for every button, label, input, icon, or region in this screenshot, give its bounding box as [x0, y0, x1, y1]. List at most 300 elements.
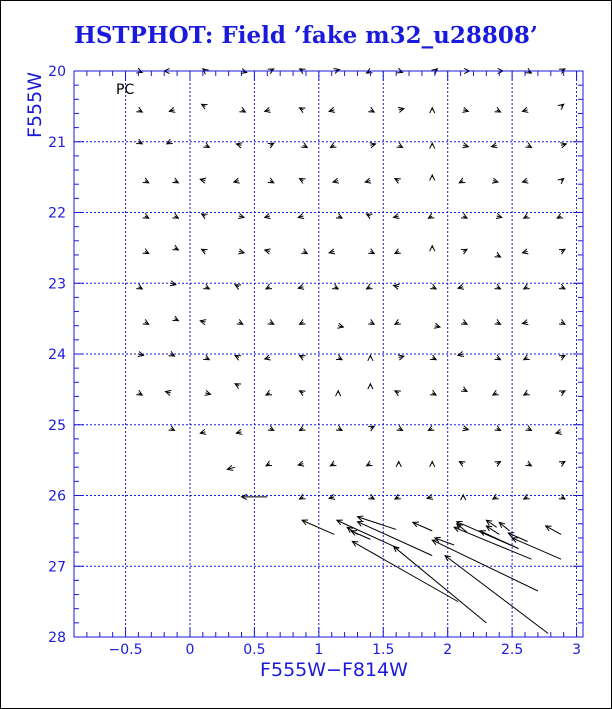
data-vector: [200, 320, 206, 325]
data-vector: [365, 178, 371, 183]
data-vector: [493, 390, 499, 395]
vector-head: [486, 526, 492, 531]
vector-head: [169, 426, 175, 431]
vector-head: [395, 179, 401, 184]
data-vector: [370, 143, 376, 148]
y-axis-label: F555W: [24, 72, 46, 138]
data-vector: [200, 178, 206, 183]
vector-head: [203, 143, 209, 148]
data-vector: [461, 387, 467, 392]
data-vector: [143, 249, 149, 254]
data-vector: [235, 384, 241, 389]
data-vector: [337, 323, 343, 328]
data-vector: [300, 108, 306, 113]
vector-head: [367, 214, 373, 219]
data-vector: [459, 462, 465, 467]
data-vector: [368, 426, 374, 431]
data-vector: [266, 284, 272, 289]
data-vector: [266, 461, 272, 466]
data-vector: [300, 426, 306, 431]
data-vector: [236, 143, 242, 148]
vector-head: [395, 494, 401, 499]
y-tick-label: 24: [48, 347, 66, 363]
data-vector: [202, 104, 208, 109]
data-vector: [461, 495, 466, 500]
vector-head: [495, 252, 501, 257]
data-vector: [486, 526, 499, 534]
data-vector: [462, 143, 468, 148]
vector-head: [336, 426, 342, 431]
data-vector: [512, 538, 561, 559]
data-vector: [300, 319, 306, 324]
vector-head: [301, 249, 307, 254]
data-vector: [268, 178, 274, 183]
vector-head: [395, 249, 401, 254]
data-vector: [205, 390, 211, 395]
vector-head: [143, 178, 149, 183]
data-vector: [524, 213, 530, 218]
vector-head: [430, 284, 436, 289]
data-vector: [434, 323, 440, 328]
vector-head: [559, 494, 565, 499]
data-vector: [268, 426, 274, 431]
vector-head: [461, 495, 466, 500]
vector-head: [430, 462, 435, 467]
vector-head: [430, 390, 436, 395]
data-vector: [172, 178, 178, 183]
data-vector: [428, 213, 434, 218]
data-vector: [559, 462, 565, 467]
vector-head: [461, 213, 467, 218]
vector-head: [461, 249, 467, 254]
data-vector: [524, 494, 530, 499]
data-vector: [329, 249, 335, 254]
vector-shaft: [337, 520, 399, 548]
vector-head: [330, 461, 336, 466]
data-vector: [522, 320, 528, 325]
vector-head: [368, 249, 374, 254]
data-vector: [559, 355, 565, 360]
vector-head: [525, 426, 531, 431]
data-vector: [430, 108, 435, 113]
vector-head: [495, 355, 501, 360]
data-vector: [136, 390, 142, 395]
data-vector: [368, 355, 373, 360]
vector-head: [143, 213, 149, 218]
data-vector: [525, 426, 531, 431]
data-vector: [202, 249, 208, 254]
vector-head: [524, 390, 530, 395]
data-vector: [413, 522, 432, 531]
x-tick-label: 0: [185, 642, 195, 658]
y-tick-label: 27: [48, 559, 66, 576]
y-tick-label: 21: [48, 134, 66, 151]
vector-head: [559, 284, 565, 289]
vector-head: [495, 284, 501, 289]
data-vector: [368, 494, 374, 499]
vector-shaft: [352, 541, 458, 601]
data-vector: [524, 355, 530, 360]
vector-head: [430, 108, 435, 113]
x-tick-label: 2: [443, 642, 453, 658]
data-vector: [203, 69, 209, 74]
data-vector: [330, 461, 336, 466]
data-vector: [265, 355, 271, 360]
vector-head: [172, 178, 178, 183]
data-vector: [136, 284, 142, 289]
data-vector: [352, 541, 458, 601]
x-tick-label: 2.5: [500, 642, 524, 658]
vector-head: [300, 426, 306, 431]
vector-head: [367, 461, 373, 466]
data-vector: [336, 391, 341, 396]
vector-head: [559, 249, 565, 254]
vector-head: [368, 384, 373, 389]
vector-head: [525, 461, 531, 466]
vector-head: [430, 246, 435, 251]
vector-head: [368, 494, 374, 499]
data-vector: [496, 214, 502, 219]
data-vector: [428, 426, 434, 431]
vector-head: [368, 426, 374, 431]
data-vector: [458, 351, 464, 356]
vector-head: [368, 319, 374, 324]
vector-head: [524, 355, 530, 360]
vector-head: [493, 390, 499, 395]
data-vector: [236, 429, 242, 434]
data-vector: [172, 245, 178, 250]
data-vector: [330, 143, 336, 148]
data-vector: [525, 461, 531, 466]
data-vector: [265, 214, 271, 219]
data-vector: [522, 249, 528, 254]
vector-head: [235, 384, 241, 389]
data-vector: [525, 143, 531, 148]
vector-shaft: [445, 556, 548, 634]
data-vector: [524, 390, 530, 395]
data-vector: [495, 426, 501, 431]
vector-head: [525, 143, 531, 148]
data-vector: [368, 107, 374, 112]
data-vector: [203, 143, 209, 148]
vector-head: [559, 319, 565, 324]
data-vector: [398, 355, 404, 360]
vector-head: [300, 108, 306, 113]
data-vector: [298, 214, 304, 219]
data-vector: [430, 175, 435, 180]
vector-head: [459, 178, 465, 183]
vector-head: [268, 178, 274, 183]
data-vector: [524, 284, 530, 289]
data-vector: [397, 143, 403, 148]
data-vector: [462, 426, 468, 431]
vector-head: [300, 319, 306, 324]
vector-head: [428, 213, 434, 218]
data-vector: [367, 284, 373, 289]
vector-head: [136, 284, 142, 289]
data-vector: [461, 213, 467, 218]
data-vector: [357, 516, 396, 530]
data-vector: [301, 249, 307, 254]
vector-head: [430, 143, 435, 148]
vector-head: [524, 284, 530, 289]
data-vector: [169, 107, 175, 112]
data-vector: [396, 462, 401, 467]
vector-head: [143, 249, 149, 254]
data-vector: [558, 104, 564, 109]
data-vector: [202, 214, 208, 219]
data-vector: [203, 284, 209, 289]
data-vector: [200, 429, 206, 434]
data-vector: [302, 520, 334, 534]
data-vector: [395, 319, 401, 324]
data-vector: [300, 391, 306, 396]
data-vector: [495, 107, 501, 112]
data-vector: [143, 178, 149, 183]
vector-head: [237, 319, 243, 324]
data-vector: [546, 526, 561, 534]
vector-head: [559, 355, 565, 360]
data-vector: [170, 281, 176, 286]
vector-shaft: [486, 526, 499, 534]
vector-head: [300, 494, 306, 499]
vector-head: [368, 107, 374, 112]
data-vector: [239, 107, 245, 112]
data-vector: [301, 143, 307, 148]
y-tick-label: 22: [48, 205, 66, 222]
vector-head: [428, 426, 434, 431]
data-vector: [336, 213, 342, 218]
data-vector: [435, 537, 454, 545]
data-vector: [495, 319, 501, 324]
vector-head: [495, 319, 501, 324]
vector-head: [397, 426, 403, 431]
vector-shaft: [546, 526, 561, 534]
vector-head: [266, 284, 272, 289]
data-vector: [227, 465, 235, 470]
x-tick-label: 1.5: [372, 642, 395, 658]
vector-head: [461, 387, 467, 392]
data-vector: [559, 249, 565, 254]
data-vector: [430, 246, 435, 251]
vector-head: [239, 107, 245, 112]
data-vector: [238, 249, 244, 254]
vector-head: [559, 391, 565, 396]
data-vector: [559, 494, 565, 499]
data-vector: [298, 461, 304, 466]
y-tick-label: 20: [48, 64, 66, 80]
data-vector: [395, 391, 401, 396]
vector-head: [136, 390, 142, 395]
vector-head: [203, 284, 209, 289]
tick-labels: [48, 64, 581, 658]
vector-head: [202, 214, 208, 219]
x-tick-label: −0.5: [108, 642, 143, 658]
vector-head: [172, 245, 178, 250]
data-vector: [300, 355, 306, 360]
vector-head: [336, 213, 342, 218]
y-tick-label: 23: [48, 276, 66, 293]
data-vector: [138, 351, 144, 356]
data-vector: [300, 179, 306, 184]
data-vector: [143, 213, 149, 218]
vector-head: [332, 284, 338, 289]
vector-head: [203, 69, 209, 74]
data-vector: [559, 391, 565, 396]
data-vector: [332, 284, 338, 289]
data-vector: [557, 213, 563, 218]
data-vector: [234, 178, 240, 183]
data-vector: [492, 178, 498, 183]
vector-head: [268, 426, 274, 431]
vector-head: [493, 494, 499, 499]
vector-head: [172, 213, 178, 218]
data-vector: [333, 178, 339, 183]
data-vector: [430, 390, 436, 395]
data-vector: [300, 494, 306, 499]
vector-head: [202, 104, 208, 109]
data-vector: [268, 143, 274, 148]
data-vector: [165, 390, 171, 395]
data-vector: [461, 249, 467, 254]
data-vector: [235, 285, 241, 290]
data-vector: [560, 143, 566, 148]
x-axis-label: F555W−F814W: [260, 659, 408, 681]
vector-head: [301, 143, 307, 148]
data-vector: [169, 426, 175, 431]
detector-annotation: PC: [116, 82, 135, 98]
vector-head: [557, 213, 563, 218]
data-vector: [559, 284, 565, 289]
data-vector: [203, 355, 209, 360]
data-vector: [495, 284, 501, 289]
vector-head: [395, 391, 401, 396]
vector-head: [558, 179, 564, 184]
data-vector: [430, 355, 436, 360]
vector-head: [300, 391, 306, 396]
data-vector: [367, 461, 373, 466]
data-vector: [398, 107, 404, 112]
vector-head: [268, 143, 274, 148]
vector-field: [136, 68, 566, 633]
data-vector: [368, 384, 373, 389]
vector-head: [336, 355, 342, 360]
data-vector: [136, 107, 142, 112]
data-vector: [268, 319, 274, 324]
vector-head: [336, 391, 341, 396]
data-vector: [265, 107, 271, 112]
vector-head: [330, 143, 336, 148]
vector-head: [558, 104, 564, 109]
x-tick-label: 1: [314, 642, 324, 658]
x-tick-label: 3: [572, 642, 582, 658]
data-vector: [336, 426, 342, 431]
vector-head: [495, 462, 501, 467]
data-vector: [394, 214, 400, 219]
vector-head: [461, 319, 467, 324]
data-vector: [368, 249, 374, 254]
data-vector: [522, 107, 528, 112]
vector-head: [495, 107, 501, 112]
data-vector: [458, 284, 464, 289]
data-vector: [394, 546, 487, 622]
data-vector: [559, 319, 565, 324]
x-tick-label: 0.5: [243, 642, 266, 658]
data-vector: [492, 143, 498, 148]
data-vector: [368, 319, 374, 324]
vector-head: [266, 461, 272, 466]
data-vector: [367, 214, 373, 219]
data-vector: [499, 522, 509, 530]
y-tick-label: 26: [48, 488, 66, 505]
chart-title: HSTPHOT: Field ’fake m32_u28808’: [74, 22, 538, 49]
data-vector: [430, 462, 435, 467]
vector-head: [368, 355, 373, 360]
data-vector: [143, 319, 149, 324]
data-vector: [395, 494, 401, 499]
vector-head: [495, 426, 501, 431]
vector-head: [202, 249, 208, 254]
data-vector: [495, 355, 501, 360]
vector-head: [268, 319, 274, 324]
vector-head: [367, 284, 373, 289]
vector-shaft: [413, 522, 432, 530]
data-vector: [462, 107, 468, 112]
data-vector: [459, 178, 465, 183]
data-vector: [397, 426, 403, 431]
data-vector: [445, 556, 548, 634]
data-vector: [430, 143, 435, 148]
vector-head: [397, 143, 403, 148]
vector-head: [524, 494, 530, 499]
vector-head: [459, 462, 465, 467]
vector-shaft: [454, 527, 531, 559]
vector-head: [143, 319, 149, 324]
vector-head: [559, 462, 565, 467]
data-vector: [395, 179, 401, 184]
grid-lines: [74, 71, 583, 637]
vector-shaft: [302, 520, 334, 534]
vector-head: [203, 355, 209, 360]
data-vector: [461, 319, 467, 324]
data-vector: [337, 520, 399, 548]
data-vector: [265, 249, 271, 254]
vector-head: [430, 175, 435, 180]
y-tick-label: 25: [48, 417, 66, 434]
vector-head: [235, 355, 241, 360]
vector-head: [396, 462, 401, 467]
y-tick-label: 28: [48, 630, 66, 646]
vector-head: [136, 107, 142, 112]
vector-head: [300, 355, 306, 360]
vector-head: [395, 319, 401, 324]
vector-head: [266, 390, 272, 395]
vector-shaft: [512, 538, 561, 559]
vector-head: [524, 213, 530, 218]
data-vector: [522, 178, 528, 183]
data-vector: [430, 284, 436, 289]
vector-shaft: [357, 517, 396, 530]
data-vector: [495, 252, 501, 257]
data-vector: [493, 494, 499, 499]
data-vector: [556, 429, 562, 434]
vector-head: [172, 316, 178, 321]
data-vector: [558, 179, 564, 184]
vector-head: [430, 355, 436, 360]
data-vector: [395, 249, 401, 254]
data-vector: [235, 355, 241, 360]
data-vector: [336, 355, 342, 360]
